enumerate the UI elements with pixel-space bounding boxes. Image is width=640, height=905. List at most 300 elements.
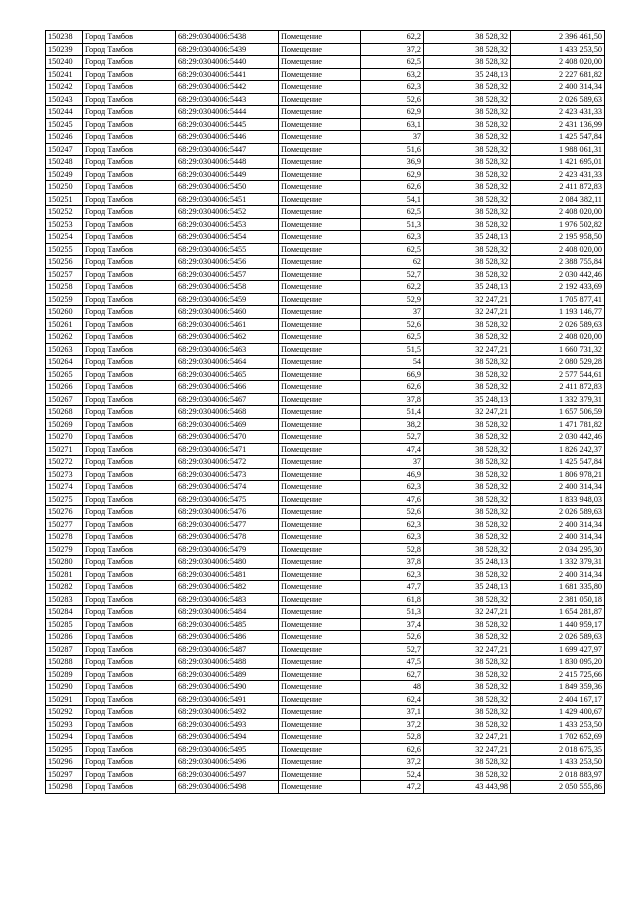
unit-value-cell: 43 443,98 [424, 781, 511, 794]
cadastral-number-cell: 68:29:0304006:5438 [176, 31, 279, 44]
cadastral-value-cell: 1 433 253,50 [511, 43, 605, 56]
cadastral-value-cell: 2 423 431,33 [511, 106, 605, 119]
table-row [46, 181, 605, 194]
cadastral-number-cell: 68:29:0304006:5444 [176, 106, 279, 119]
table-row [46, 406, 605, 419]
object-type-cell: Помещение [279, 243, 361, 256]
table-row [46, 243, 605, 256]
cadastral-value-cell: 2 050 555,86 [511, 781, 605, 794]
object-id-cell: 150260 [46, 306, 83, 319]
table-row [46, 731, 605, 744]
table-row [46, 643, 605, 656]
object-id-cell: 150241 [46, 68, 83, 81]
object-type-cell: Помещение [279, 343, 361, 356]
object-id-cell: 150270 [46, 431, 83, 444]
object-type-cell: Помещение [279, 481, 361, 494]
cadastral-number-cell: 68:29:0304006:5445 [176, 118, 279, 131]
object-type-cell: Помещение [279, 643, 361, 656]
cadastral-value-cell: 1 332 379,31 [511, 393, 605, 406]
unit-value-cell: 38 528,32 [424, 618, 511, 631]
area-cell: 52,6 [361, 506, 424, 519]
object-id-cell: 150253 [46, 218, 83, 231]
object-id-cell: 150271 [46, 443, 83, 456]
object-id-cell: 150298 [46, 781, 83, 794]
object-id-cell: 150283 [46, 593, 83, 606]
cadastral-number-cell: 68:29:0304006:5479 [176, 543, 279, 556]
object-type-cell: Помещение [279, 456, 361, 469]
unit-value-cell: 32 247,21 [424, 306, 511, 319]
unit-value-cell: 38 528,32 [424, 206, 511, 219]
cadastral-number-cell: 68:29:0304006:5497 [176, 768, 279, 781]
cadastral-value-cell: 2 388 755,84 [511, 256, 605, 269]
table-row [46, 743, 605, 756]
object-id-cell: 150284 [46, 606, 83, 619]
cadastral-number-cell: 68:29:0304006:5491 [176, 693, 279, 706]
object-id-cell: 150256 [46, 256, 83, 269]
object-type-cell: Помещение [279, 781, 361, 794]
locality-cell: Город Тамбов [83, 506, 176, 519]
unit-value-cell: 32 247,21 [424, 731, 511, 744]
table-row [46, 568, 605, 581]
table-row [46, 706, 605, 719]
cadastral-value-cell: 2 227 681,82 [511, 68, 605, 81]
area-cell: 51,6 [361, 143, 424, 156]
locality-cell: Город Тамбов [83, 456, 176, 469]
locality-cell: Город Тамбов [83, 606, 176, 619]
unit-value-cell: 38 528,32 [424, 568, 511, 581]
unit-value-cell: 35 248,13 [424, 68, 511, 81]
object-id-cell: 150291 [46, 693, 83, 706]
cadastral-number-cell: 68:29:0304006:5458 [176, 281, 279, 294]
table-row [46, 393, 605, 406]
unit-value-cell: 38 528,32 [424, 156, 511, 169]
locality-cell: Город Тамбов [83, 143, 176, 156]
area-cell: 37,2 [361, 718, 424, 731]
object-id-cell: 150243 [46, 93, 83, 106]
cadastral-value-cell: 1 988 061,31 [511, 143, 605, 156]
cadastral-number-cell: 68:29:0304006:5475 [176, 493, 279, 506]
object-id-cell: 150285 [46, 618, 83, 631]
area-cell: 46,9 [361, 468, 424, 481]
cadastral-value-cell: 2 400 314,34 [511, 531, 605, 544]
unit-value-cell: 38 528,32 [424, 656, 511, 669]
object-type-cell: Помещение [279, 306, 361, 319]
table-row [46, 506, 605, 519]
cadastral-value-cell: 2 411 872,83 [511, 181, 605, 194]
object-id-cell: 150279 [46, 543, 83, 556]
unit-value-cell: 38 528,32 [424, 693, 511, 706]
unit-value-cell: 38 528,32 [424, 268, 511, 281]
locality-cell: Город Тамбов [83, 156, 176, 169]
table-row [46, 131, 605, 144]
table-row [46, 318, 605, 331]
locality-cell: Город Тамбов [83, 631, 176, 644]
cadastral-number-cell: 68:29:0304006:5455 [176, 243, 279, 256]
object-type-cell: Помещение [279, 43, 361, 56]
cadastral-value-cell: 1 425 547,84 [511, 456, 605, 469]
locality-cell: Город Тамбов [83, 181, 176, 194]
cadastral-number-cell: 68:29:0304006:5467 [176, 393, 279, 406]
object-type-cell: Помещение [279, 406, 361, 419]
locality-cell: Город Тамбов [83, 556, 176, 569]
object-type-cell: Помещение [279, 56, 361, 69]
object-type-cell: Помещение [279, 293, 361, 306]
unit-value-cell: 38 528,32 [424, 56, 511, 69]
unit-value-cell: 32 247,21 [424, 406, 511, 419]
object-type-cell: Помещение [279, 756, 361, 769]
locality-cell: Город Тамбов [83, 118, 176, 131]
unit-value-cell: 38 528,32 [424, 543, 511, 556]
area-cell: 63,1 [361, 118, 424, 131]
locality-cell: Город Тамбов [83, 756, 176, 769]
object-id-cell: 150292 [46, 706, 83, 719]
locality-cell: Город Тамбов [83, 743, 176, 756]
object-type-cell: Помещение [279, 618, 361, 631]
object-id-cell: 150246 [46, 131, 83, 144]
cadastral-value-cell: 2 026 589,63 [511, 506, 605, 519]
cadastral-value-cell: 1 657 506,59 [511, 406, 605, 419]
cadastral-number-cell: 68:29:0304006:5456 [176, 256, 279, 269]
area-cell: 37,2 [361, 756, 424, 769]
locality-cell: Город Тамбов [83, 231, 176, 244]
cadastral-number-cell: 68:29:0304006:5472 [176, 456, 279, 469]
area-cell: 54 [361, 356, 424, 369]
cadastral-number-cell: 68:29:0304006:5442 [176, 81, 279, 94]
table-row [46, 381, 605, 394]
unit-value-cell: 38 528,32 [424, 431, 511, 444]
object-id-cell: 150288 [46, 656, 83, 669]
unit-value-cell: 38 528,32 [424, 531, 511, 544]
cadastral-number-cell: 68:29:0304006:5448 [176, 156, 279, 169]
cadastral-value-cell: 2 404 167,17 [511, 693, 605, 706]
cadastral-number-cell: 68:29:0304006:5468 [176, 406, 279, 419]
area-cell: 51,5 [361, 343, 424, 356]
area-cell: 62,3 [361, 568, 424, 581]
table-row [46, 593, 605, 606]
cadastral-number-cell: 68:29:0304006:5474 [176, 481, 279, 494]
table-row [46, 81, 605, 94]
locality-cell: Город Тамбов [83, 493, 176, 506]
object-type-cell: Помещение [279, 631, 361, 644]
table-row [46, 631, 605, 644]
unit-value-cell: 38 528,32 [424, 31, 511, 44]
cadastral-number-cell: 68:29:0304006:5496 [176, 756, 279, 769]
object-type-cell: Помещение [279, 443, 361, 456]
cadastral-number-cell: 68:29:0304006:5494 [176, 731, 279, 744]
object-type-cell: Помещение [279, 381, 361, 394]
unit-value-cell: 38 528,32 [424, 356, 511, 369]
unit-value-cell: 32 247,21 [424, 643, 511, 656]
locality-cell: Город Тамбов [83, 106, 176, 119]
object-id-cell: 150297 [46, 768, 83, 781]
locality-cell: Город Тамбов [83, 543, 176, 556]
cadastral-number-cell: 68:29:0304006:5452 [176, 206, 279, 219]
object-id-cell: 150287 [46, 643, 83, 656]
unit-value-cell: 38 528,32 [424, 143, 511, 156]
cadastral-number-cell: 68:29:0304006:5461 [176, 318, 279, 331]
cadastral-value-cell: 2 400 314,34 [511, 568, 605, 581]
unit-value-cell: 35 248,13 [424, 231, 511, 244]
object-id-cell: 150269 [46, 418, 83, 431]
cadastral-value-cell: 1 429 400,67 [511, 706, 605, 719]
unit-value-cell: 38 528,32 [424, 493, 511, 506]
area-cell: 62,7 [361, 668, 424, 681]
cadastral-value-cell: 1 433 253,50 [511, 718, 605, 731]
object-id-cell: 150275 [46, 493, 83, 506]
cadastral-number-cell: 68:29:0304006:5490 [176, 681, 279, 694]
object-type-cell: Помещение [279, 531, 361, 544]
area-cell: 37,1 [361, 706, 424, 719]
area-cell: 62,3 [361, 518, 424, 531]
object-id-cell: 150262 [46, 331, 83, 344]
cadastral-number-cell: 68:29:0304006:5441 [176, 68, 279, 81]
table-row [46, 118, 605, 131]
cadastral-value-cell: 2 411 872,83 [511, 381, 605, 394]
cadastral-value-cell: 1 849 359,36 [511, 681, 605, 694]
table-row [46, 518, 605, 531]
table-row [46, 368, 605, 381]
table-row [46, 581, 605, 594]
area-cell: 37,8 [361, 556, 424, 569]
area-cell: 63,2 [361, 68, 424, 81]
cadastral-value-cell: 2 195 958,50 [511, 231, 605, 244]
table-row [46, 331, 605, 344]
cadastral-number-cell: 68:29:0304006:5481 [176, 568, 279, 581]
unit-value-cell: 38 528,32 [424, 418, 511, 431]
object-type-cell: Помещение [279, 656, 361, 669]
area-cell: 62,9 [361, 168, 424, 181]
object-type-cell: Помещение [279, 231, 361, 244]
cadastral-number-cell: 68:29:0304006:5450 [176, 181, 279, 194]
cadastral-value-cell: 2 084 382,11 [511, 193, 605, 206]
object-id-cell: 150261 [46, 318, 83, 331]
table-row [46, 168, 605, 181]
area-cell: 62,9 [361, 106, 424, 119]
locality-cell: Город Тамбов [83, 318, 176, 331]
area-cell: 62,3 [361, 531, 424, 544]
object-type-cell: Помещение [279, 206, 361, 219]
object-type-cell: Помещение [279, 143, 361, 156]
cadastral-number-cell: 68:29:0304006:5489 [176, 668, 279, 681]
cadastral-number-cell: 68:29:0304006:5459 [176, 293, 279, 306]
cadastral-value-cell: 1 826 242,37 [511, 443, 605, 456]
unit-value-cell: 38 528,32 [424, 718, 511, 731]
cadastral-number-cell: 68:29:0304006:5463 [176, 343, 279, 356]
unit-value-cell: 38 528,32 [424, 668, 511, 681]
object-id-cell: 150239 [46, 43, 83, 56]
locality-cell: Город Тамбов [83, 131, 176, 144]
cadastral-value-cell: 2 080 529,28 [511, 356, 605, 369]
cadastral-value-cell: 2 030 442,46 [511, 431, 605, 444]
locality-cell: Город Тамбов [83, 93, 176, 106]
table-row [46, 718, 605, 731]
unit-value-cell: 38 528,32 [424, 756, 511, 769]
cadastral-value-cell: 1 705 877,41 [511, 293, 605, 306]
unit-value-cell: 38 528,32 [424, 218, 511, 231]
unit-value-cell: 38 528,32 [424, 131, 511, 144]
table-row [46, 468, 605, 481]
locality-cell: Город Тамбов [83, 256, 176, 269]
cadastral-value-cell: 2 400 314,34 [511, 81, 605, 94]
area-cell: 52,7 [361, 268, 424, 281]
locality-cell: Город Тамбов [83, 293, 176, 306]
table-row [46, 543, 605, 556]
table-row [46, 31, 605, 44]
object-type-cell: Помещение [279, 68, 361, 81]
area-cell: 37 [361, 131, 424, 144]
cadastral-value-cell: 1 976 502,82 [511, 218, 605, 231]
cadastral-value-cell: 2 192 433,69 [511, 281, 605, 294]
unit-value-cell: 38 528,32 [424, 256, 511, 269]
unit-value-cell: 38 528,32 [424, 331, 511, 344]
table-row [46, 106, 605, 119]
locality-cell: Город Тамбов [83, 356, 176, 369]
object-id-cell: 150248 [46, 156, 83, 169]
cadastral-number-cell: 68:29:0304006:5466 [176, 381, 279, 394]
area-cell: 51,3 [361, 218, 424, 231]
object-type-cell: Помещение [279, 718, 361, 731]
area-cell: 37 [361, 456, 424, 469]
table-row [46, 56, 605, 69]
locality-cell: Город Тамбов [83, 381, 176, 394]
locality-cell: Город Тамбов [83, 68, 176, 81]
cadastral-number-cell: 68:29:0304006:5492 [176, 706, 279, 719]
object-type-cell: Помещение [279, 431, 361, 444]
unit-value-cell: 38 528,32 [424, 118, 511, 131]
unit-value-cell: 35 248,13 [424, 393, 511, 406]
locality-cell: Город Тамбов [83, 43, 176, 56]
object-type-cell: Помещение [279, 581, 361, 594]
locality-cell: Город Тамбов [83, 693, 176, 706]
cadastral-number-cell: 68:29:0304006:5473 [176, 468, 279, 481]
area-cell: 48 [361, 681, 424, 694]
cadastral-value-cell: 1 830 095,20 [511, 656, 605, 669]
locality-cell: Город Тамбов [83, 681, 176, 694]
object-type-cell: Помещение [279, 356, 361, 369]
locality-cell: Город Тамбов [83, 56, 176, 69]
object-id-cell: 150295 [46, 743, 83, 756]
area-cell: 47,2 [361, 781, 424, 794]
object-type-cell: Помещение [279, 193, 361, 206]
locality-cell: Город Тамбов [83, 593, 176, 606]
locality-cell: Город Тамбов [83, 643, 176, 656]
unit-value-cell: 38 528,32 [424, 81, 511, 94]
object-id-cell: 150257 [46, 268, 83, 281]
table-row [46, 443, 605, 456]
unit-value-cell: 38 528,32 [424, 456, 511, 469]
cadastral-value-cell: 1 433 253,50 [511, 756, 605, 769]
cadastral-number-cell: 68:29:0304006:5484 [176, 606, 279, 619]
cadastral-value-cell: 2 396 461,50 [511, 31, 605, 44]
unit-value-cell: 32 247,21 [424, 743, 511, 756]
table-row [46, 431, 605, 444]
cadastral-number-cell: 68:29:0304006:5447 [176, 143, 279, 156]
unit-value-cell: 32 247,21 [424, 343, 511, 356]
area-cell: 52,4 [361, 768, 424, 781]
unit-value-cell: 38 528,32 [424, 468, 511, 481]
table-row [46, 68, 605, 81]
object-type-cell: Помещение [279, 393, 361, 406]
area-cell: 62,3 [361, 481, 424, 494]
cadastral-value-cell: 1 425 547,84 [511, 131, 605, 144]
locality-cell: Город Тамбов [83, 243, 176, 256]
area-cell: 51,4 [361, 406, 424, 419]
cadastral-number-cell: 68:29:0304006:5453 [176, 218, 279, 231]
area-cell: 62,2 [361, 31, 424, 44]
object-type-cell: Помещение [279, 606, 361, 619]
area-cell: 37 [361, 306, 424, 319]
cadastral-number-cell: 68:29:0304006:5471 [176, 443, 279, 456]
object-type-cell: Помещение [279, 468, 361, 481]
object-type-cell: Помещение [279, 106, 361, 119]
unit-value-cell: 35 248,13 [424, 581, 511, 594]
object-id-cell: 150281 [46, 568, 83, 581]
cadastral-number-cell: 68:29:0304006:5454 [176, 231, 279, 244]
cadastral-value-cell: 1 699 427,97 [511, 643, 605, 656]
area-cell: 62 [361, 256, 424, 269]
object-id-cell: 150244 [46, 106, 83, 119]
object-id-cell: 150273 [46, 468, 83, 481]
cadastral-number-cell: 68:29:0304006:5451 [176, 193, 279, 206]
cadastral-value-cell: 1 681 335,80 [511, 581, 605, 594]
object-id-cell: 150250 [46, 181, 83, 194]
object-id-cell: 150258 [46, 281, 83, 294]
area-cell: 36,9 [361, 156, 424, 169]
locality-cell: Город Тамбов [83, 443, 176, 456]
locality-cell: Город Тамбов [83, 218, 176, 231]
object-id-cell: 150274 [46, 481, 83, 494]
object-id-cell: 150249 [46, 168, 83, 181]
cadastral-value-cell: 2 018 883,97 [511, 768, 605, 781]
cadastral-number-cell: 68:29:0304006:5469 [176, 418, 279, 431]
cadastral-number-cell: 68:29:0304006:5482 [176, 581, 279, 594]
object-id-cell: 150296 [46, 756, 83, 769]
table-row [46, 693, 605, 706]
object-type-cell: Помещение [279, 593, 361, 606]
object-id-cell: 150264 [46, 356, 83, 369]
object-type-cell: Помещение [279, 318, 361, 331]
object-id-cell: 150286 [46, 631, 83, 644]
object-id-cell: 150252 [46, 206, 83, 219]
cadastral-number-cell: 68:29:0304006:5460 [176, 306, 279, 319]
cadastral-number-cell: 68:29:0304006:5478 [176, 531, 279, 544]
cadastral-value-cell: 2 026 589,63 [511, 318, 605, 331]
cadastral-value-cell: 2 408 020,00 [511, 243, 605, 256]
unit-value-cell: 35 248,13 [424, 281, 511, 294]
unit-value-cell: 38 528,32 [424, 43, 511, 56]
object-id-cell: 150267 [46, 393, 83, 406]
table-row [46, 781, 605, 794]
object-id-cell: 150254 [46, 231, 83, 244]
area-cell: 62,3 [361, 81, 424, 94]
object-id-cell: 150259 [46, 293, 83, 306]
locality-cell: Город Тамбов [83, 656, 176, 669]
unit-value-cell: 38 528,32 [424, 93, 511, 106]
cadastral-value-cell: 1 660 731,32 [511, 343, 605, 356]
area-cell: 62,6 [361, 181, 424, 194]
area-cell: 47,5 [361, 656, 424, 669]
area-cell: 62,5 [361, 243, 424, 256]
locality-cell: Город Тамбов [83, 768, 176, 781]
area-cell: 38,2 [361, 418, 424, 431]
table-row [46, 456, 605, 469]
table-row [46, 306, 605, 319]
cadastral-value-cell: 1 833 948,03 [511, 493, 605, 506]
object-type-cell: Помещение [279, 368, 361, 381]
cadastral-number-cell: 68:29:0304006:5449 [176, 168, 279, 181]
unit-value-cell: 38 528,32 [424, 681, 511, 694]
unit-value-cell: 35 248,13 [424, 556, 511, 569]
